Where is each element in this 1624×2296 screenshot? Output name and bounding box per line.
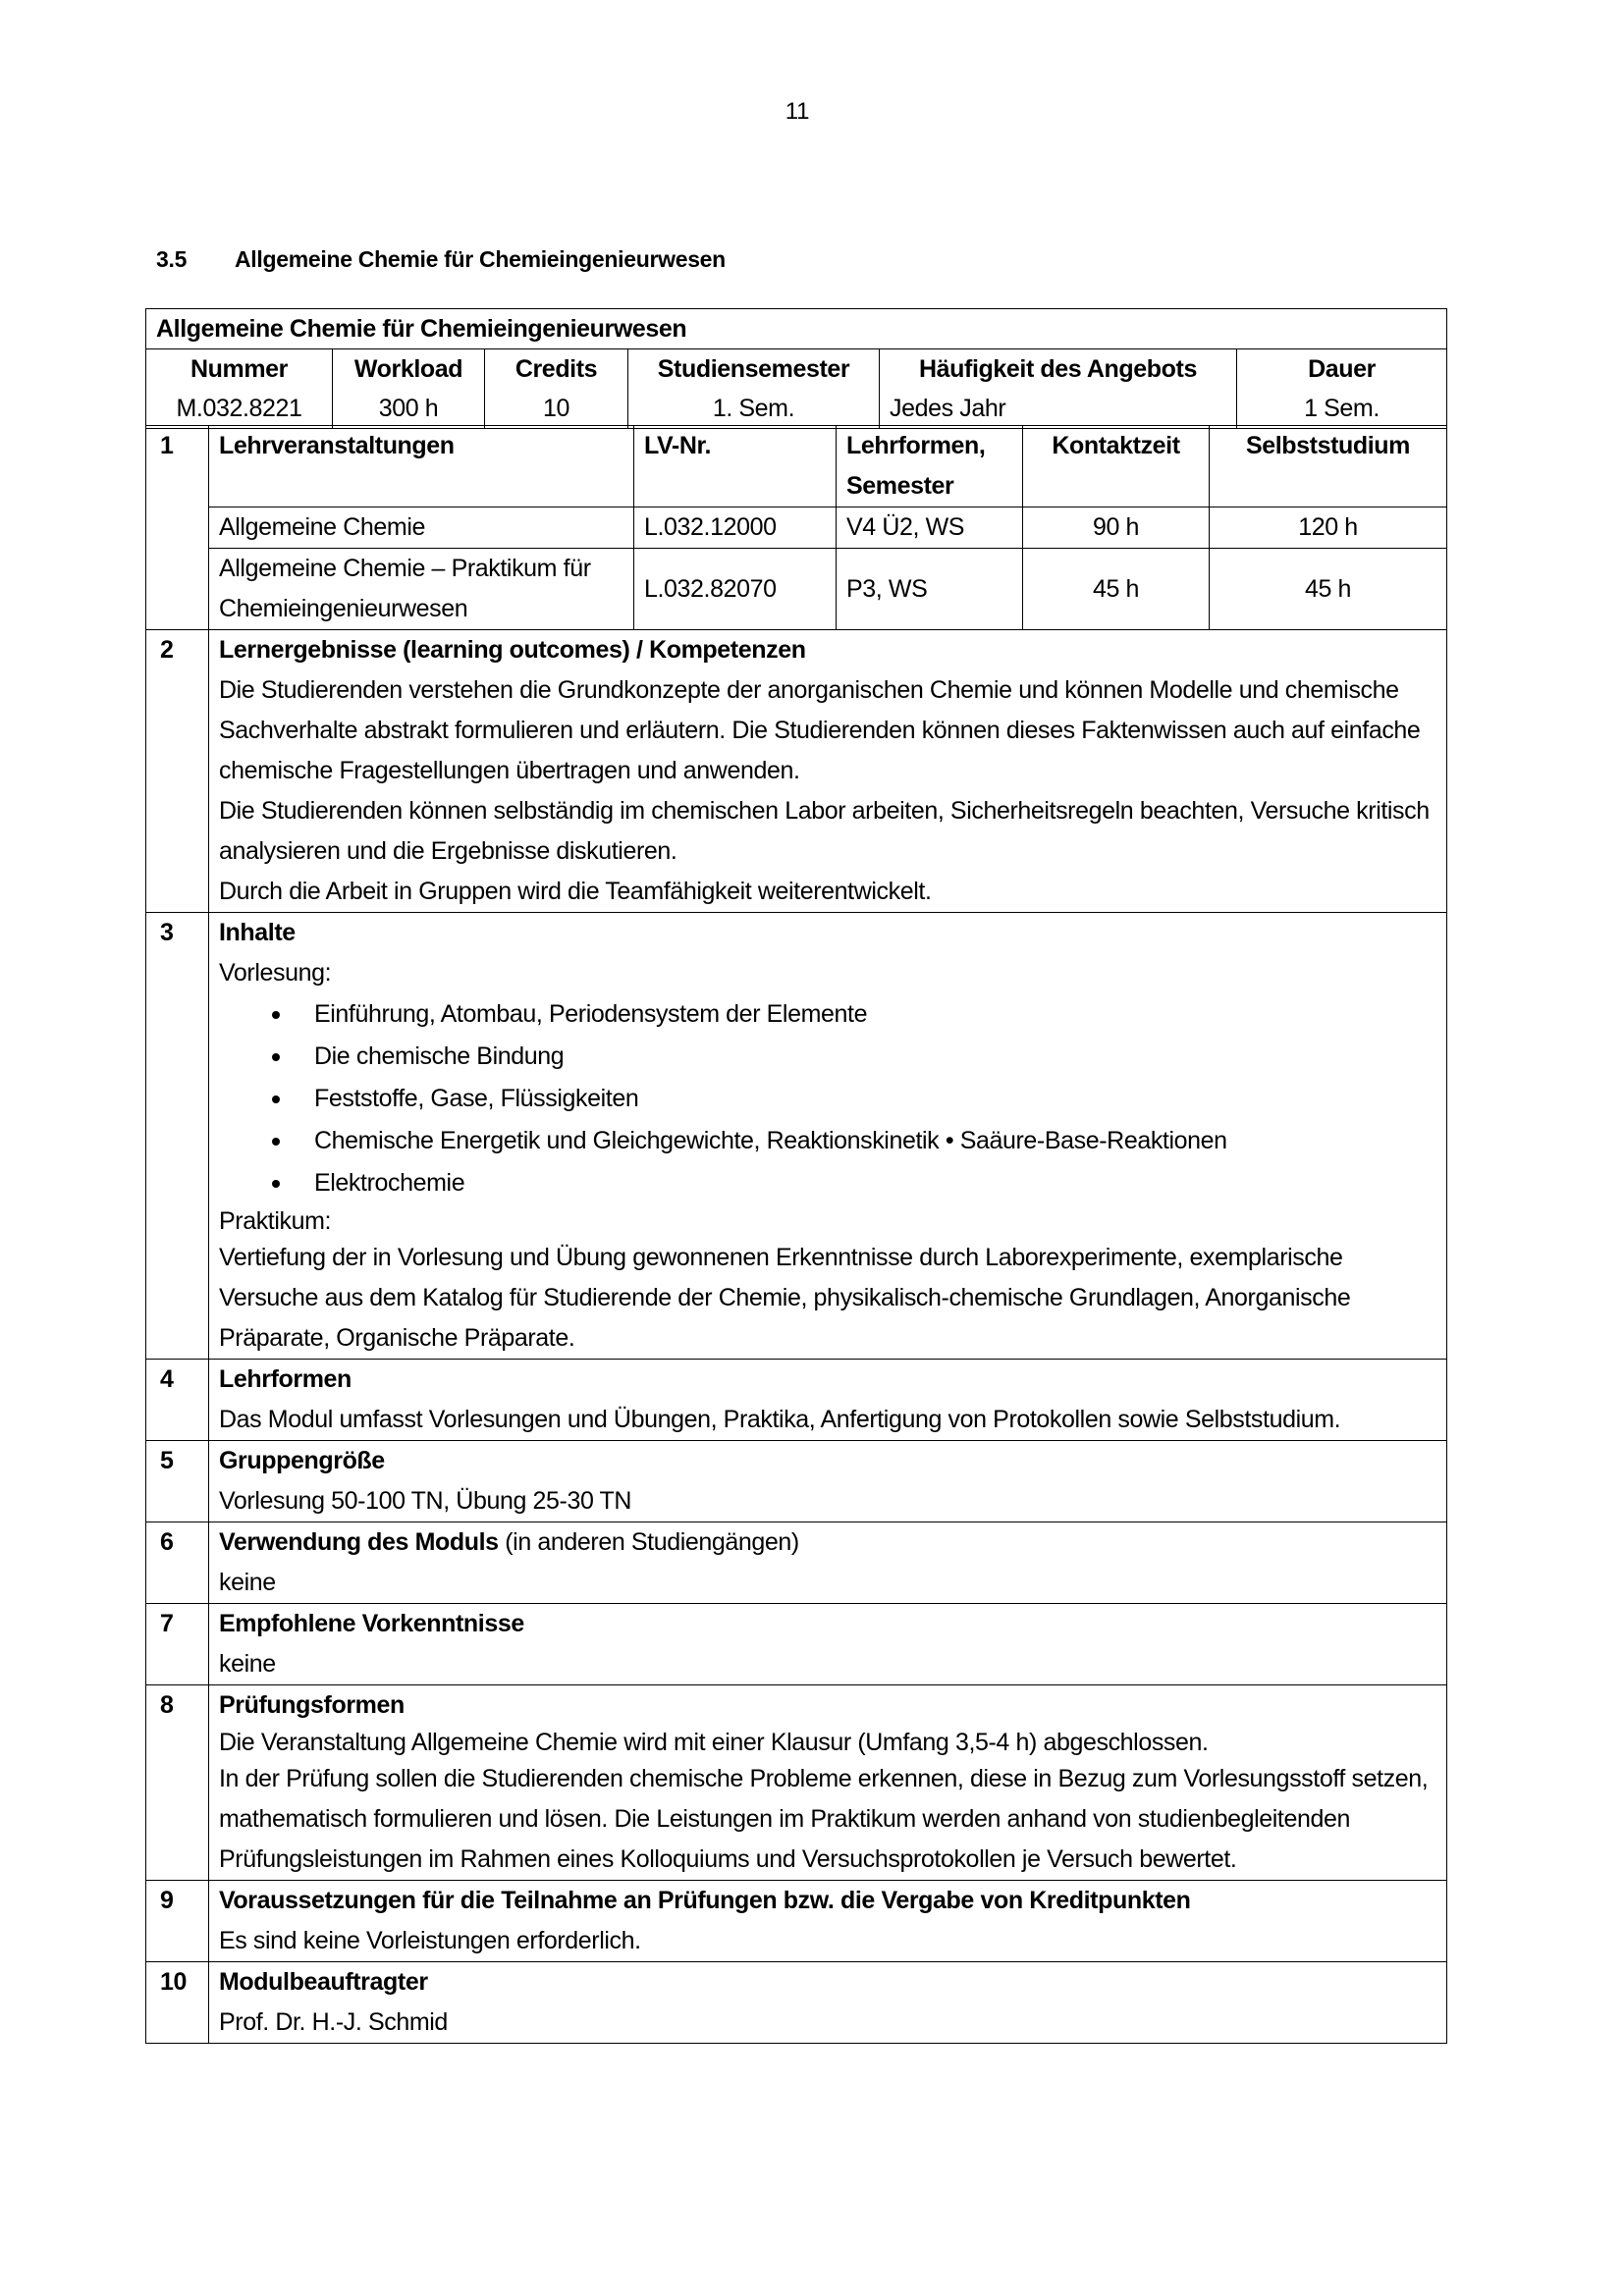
section-3-number: 3	[146, 913, 209, 1360]
section-10-number: 10	[146, 1962, 209, 2044]
lv-selbststudium: 120 h	[1210, 507, 1447, 549]
module-title-row	[146, 309, 1447, 349]
lv-header-name: Lehrveranstaltungen	[209, 426, 634, 507]
lv-row	[146, 549, 1447, 630]
header-dauer: Dauer	[1237, 349, 1447, 390]
section-2-paragraph: Die Studierenden können selbständig im chemischen Labor arbeiten, Sicherheitsregeln beachten, Versuche kritisch analysieren und die Ergebnisse diskutieren.	[219, 797, 1430, 865]
section-10-content	[209, 1962, 1447, 2044]
section-2-paragraph: Durch die Arbeit in Gruppen wird die Teamfähigkeit weiterentwickelt.	[219, 878, 932, 905]
lv-lehrformen: P3, WS	[837, 549, 1023, 630]
lv-header-selbststudium: Selbststudium	[1210, 426, 1447, 507]
section-9-title: Voraussetzungen für die Teilnahme an Prüfungen bzw. die Vergabe von Kreditpunkten	[219, 1887, 1191, 1914]
section-8-row	[146, 1685, 1447, 1881]
lv-number: L.032.82070	[634, 549, 837, 630]
section-heading	[156, 246, 726, 273]
lv-kontaktzeit: 45 h	[1023, 549, 1210, 630]
section-3-row	[146, 913, 1447, 1360]
list-item: Elektrochemie	[314, 1162, 1436, 1204]
value-workload: 300 h	[333, 389, 485, 429]
value-nummer: M.032.8221	[146, 389, 333, 429]
lv-header-kontaktzeit: Kontaktzeit	[1023, 426, 1210, 507]
section-5-content	[209, 1441, 1447, 1522]
section-title: Allgemeine Chemie für Chemieingenieurwesen	[235, 246, 726, 272]
header-nummer: Nummer	[146, 349, 333, 390]
section-2-row	[146, 630, 1447, 913]
section-7-content	[209, 1604, 1447, 1685]
list-item: Feststoffe, Gase, Flüssigkeiten	[314, 1078, 1436, 1120]
header-studiensemester: Studiensemester	[628, 349, 880, 390]
section-number: 3.5	[156, 246, 188, 272]
module-value-row	[146, 389, 1447, 429]
lv-number: L.032.12000	[634, 507, 837, 549]
value-haeufigkeit: Jedes Jahr	[880, 389, 1237, 429]
section-7-number: 7	[146, 1604, 209, 1685]
section-7-title: Empfohlene Vorkenntnisse	[219, 1610, 524, 1637]
section-5-row	[146, 1441, 1447, 1522]
section-8-number: 8	[146, 1685, 209, 1881]
practical-label: Praktikum:	[219, 1207, 332, 1235]
lv-name: Allgemeine Chemie – Praktikum für Chemieingenieurwesen	[209, 549, 634, 630]
section-10-row	[146, 1962, 1447, 2044]
section-9-content	[209, 1881, 1447, 1962]
lv-kontaktzeit: 90 h	[1023, 507, 1210, 549]
lv-header-number: LV-Nr.	[634, 426, 837, 507]
lecture-topic-list	[219, 993, 1436, 1204]
practical-text: Vertiefung der in Vorlesung und Übung gewonnenen Erkenntnisse durch Laborexperimente, exemplarische Versuche aus dem Katalog für Studierende der Chemie, physikalisch-chemische Grundlagen, Anorganische Präparate, Organische Präparate.	[219, 1244, 1351, 1352]
section-2-content	[209, 630, 1447, 913]
section-5-title: Gruppengröße	[219, 1447, 385, 1474]
section-6-row	[146, 1522, 1447, 1604]
section-4-title: Lehrformen	[219, 1365, 352, 1393]
section-9-text: Es sind keine Vorleistungen erforderlich.	[219, 1927, 641, 1954]
section-8-content	[209, 1685, 1447, 1881]
section-3-title: Inhalte	[219, 919, 296, 946]
section-6-content	[209, 1522, 1447, 1604]
section-6-title-suffix: (in anderen Studiengängen)	[498, 1528, 799, 1556]
section-3-content	[209, 913, 1447, 1360]
page-number: 11	[785, 98, 810, 125]
section-6-heading	[219, 1522, 1436, 1563]
lv-selbststudium: 45 h	[1210, 549, 1447, 630]
module-header-row	[146, 349, 1447, 390]
section-8-paragraph: In der Prüfung sollen die Studierenden chemische Probleme erkennen, diese in Bezug zum Vorlesungsstoff setzen, mathematisch formulieren und lösen. Die Leistungen im Praktikum werden anhand von studienbegleitenden Prüfungsleistungen im Rahmen eines Kolloquiums und Versuchsprotokollen je Versuch bewertet.	[219, 1765, 1429, 1873]
lecture-label: Vorlesung:	[219, 959, 332, 987]
header-workload: Workload	[333, 349, 485, 390]
list-item: Chemische Energetik und Gleichgewichte, Reaktionskinetik • Saäure-Base-Reaktionen	[314, 1120, 1436, 1162]
section-8-paragraph: Die Veranstaltung Allgemeine Chemie wird mit einer Klausur (Umfang 3,5-4 h) abgeschlossen.	[219, 1729, 1209, 1756]
list-item: Einführung, Atombau, Periodensystem der Elemente	[314, 993, 1436, 1036]
module-title: Allgemeine Chemie für Chemieingenieurwesen	[146, 309, 1447, 349]
section-8-title: Prüfungsformen	[219, 1691, 405, 1719]
value-studiensemester: 1. Sem.	[628, 389, 880, 429]
section-2-paragraph: Die Studierenden verstehen die Grundkonzepte der anorganischen Chemie und können Modelle und chemische Sachverhalte abstrakt formulieren und erläutern. Die Studierenden können dieses Faktenwissen auch auf einfache chemische Fragestellungen übertragen und anwenden.	[219, 676, 1421, 784]
module-sections-table	[145, 425, 1447, 2044]
header-credits: Credits	[485, 349, 628, 390]
section-4-number: 4	[146, 1360, 209, 1441]
section-4-content	[209, 1360, 1447, 1441]
section-5-text: Vorlesung 50-100 TN, Übung 25-30 TN	[219, 1487, 632, 1515]
section-10-text: Prof. Dr. H.-J. Schmid	[219, 2008, 448, 2036]
section-2-number: 2	[146, 630, 209, 913]
section-9-row	[146, 1881, 1447, 1962]
module-info-table	[145, 308, 1447, 429]
section-10-title: Modulbeauftragter	[219, 1968, 428, 1996]
section-7-row	[146, 1604, 1447, 1685]
header-haeufigkeit: Häufigkeit des Angebots	[880, 349, 1237, 390]
section-1-header-row	[146, 426, 1447, 507]
list-item: Die chemische Bindung	[314, 1036, 1436, 1078]
section-7-text: keine	[219, 1650, 276, 1678]
section-5-number: 5	[146, 1441, 209, 1522]
section-2-title: Lernergebnisse (learning outcomes) / Kompetenzen	[219, 636, 806, 664]
section-6-title: Verwendung des Moduls	[219, 1528, 499, 1556]
lv-header-lehrformen: Lehrformen, Semester	[837, 426, 1023, 507]
section-4-row	[146, 1360, 1447, 1441]
value-credits: 10	[485, 389, 628, 429]
lv-lehrformen: V4 Ü2, WS	[837, 507, 1023, 549]
section-6-number: 6	[146, 1522, 209, 1604]
section-9-number: 9	[146, 1881, 209, 1962]
value-dauer: 1 Sem.	[1237, 389, 1447, 429]
lv-name: Allgemeine Chemie	[209, 507, 634, 549]
section-1-number: 1	[146, 426, 209, 630]
lv-row	[146, 507, 1447, 549]
section-6-text: keine	[219, 1569, 276, 1596]
section-4-text: Das Modul umfasst Vorlesungen und Übungen, Praktika, Anfertigung von Protokollen sowie Selbststudium.	[219, 1406, 1341, 1433]
